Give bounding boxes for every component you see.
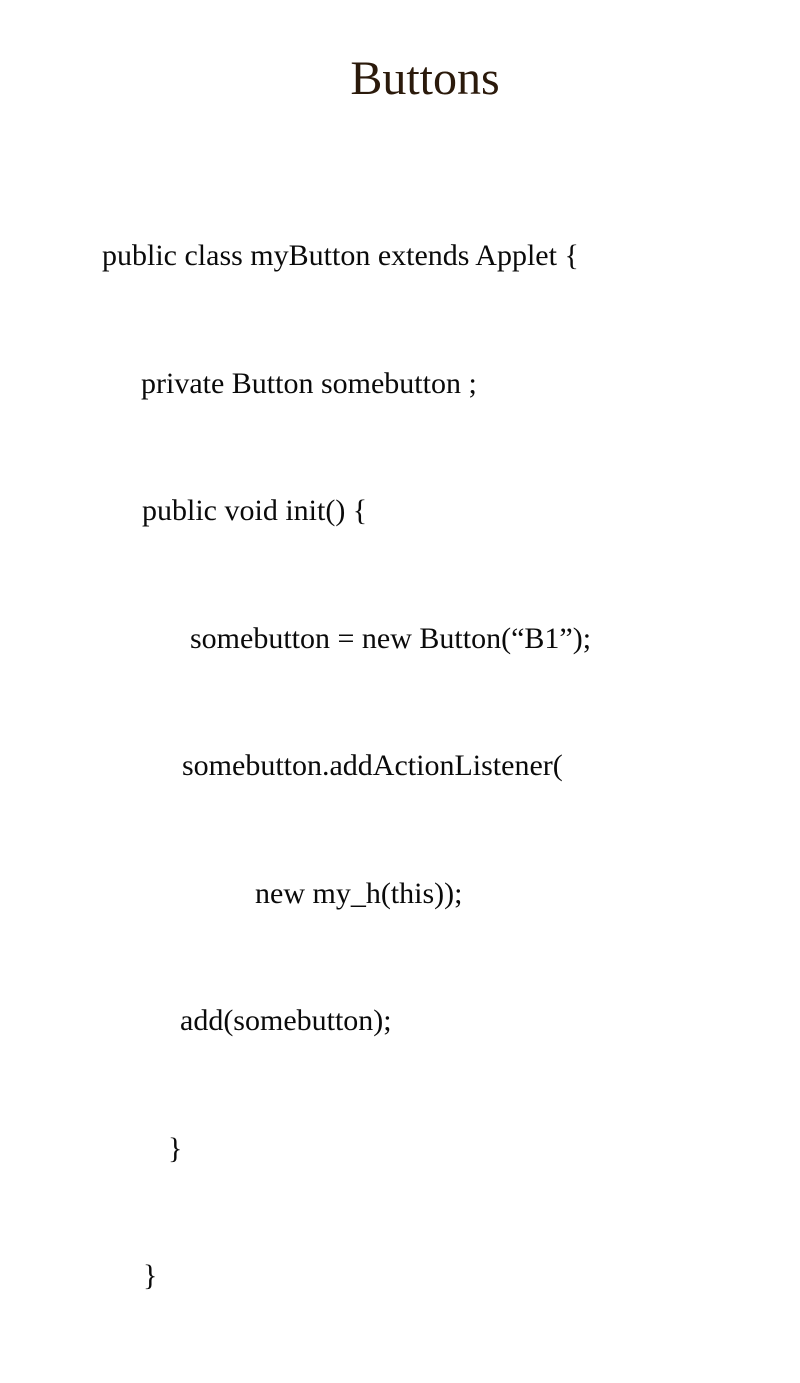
code-line: somebutton.addActionListener(	[182, 749, 563, 782]
code-line: public void init() {	[142, 494, 368, 527]
code-line: }	[143, 1259, 158, 1292]
code-line: add(somebutton);	[180, 1004, 392, 1037]
code-line: public class myButton extends Applet {	[102, 239, 579, 272]
code-line: }	[168, 1131, 183, 1165]
code-line: somebutton = new Button(“B1”);	[190, 621, 592, 655]
slide-title: Buttons	[350, 52, 500, 105]
code-block	[0, 150, 800, 1383]
code-line: private Button somebutton ;	[141, 366, 477, 400]
code-line: new my_h(this));	[255, 876, 463, 910]
